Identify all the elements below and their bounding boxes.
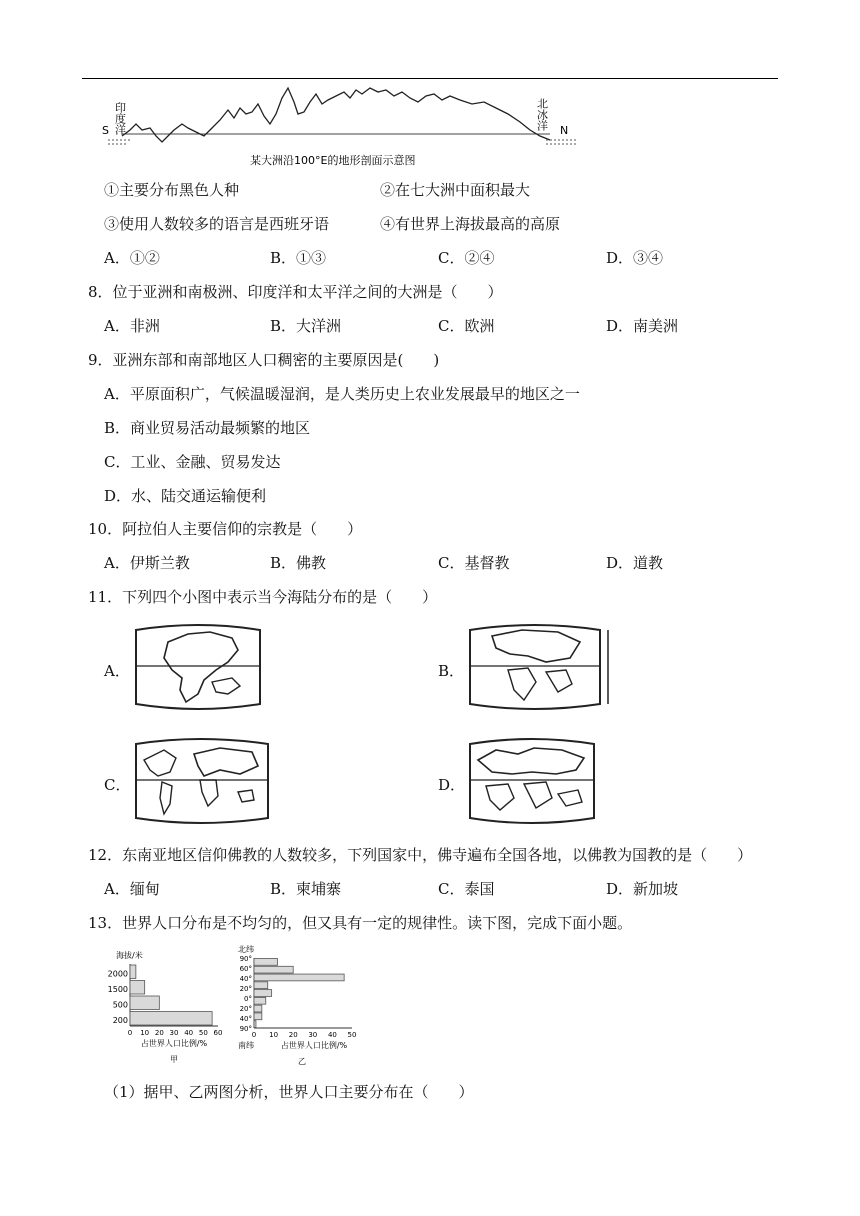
q11-option-c[interactable]: C．	[104, 776, 131, 794]
chart-jia-ytick: 2000	[107, 969, 128, 979]
chart-yi-latitude	[232, 942, 372, 1070]
q8-option-b[interactable]: B．大洋洲	[270, 317, 342, 335]
chart-jia-ytick: 1500	[107, 985, 128, 994]
chart-yi-ytick: 0°	[244, 995, 252, 1003]
chart-jia-ylabel: 海拔/米	[116, 951, 143, 960]
q7-option-c[interactable]: C．②④	[438, 249, 495, 267]
q11-map-b[interactable]	[462, 622, 612, 712]
chart-yi-ytick: 20°	[239, 1005, 252, 1013]
chart-jia-ytick: 500	[112, 1000, 128, 1010]
chart-yi-xtick: 20	[288, 1031, 298, 1039]
chart-yi-ytick: 60°	[239, 965, 252, 973]
chart-yi-bar	[254, 1005, 262, 1012]
q11-stem: 11．下列四个小图中表示当今海陆分布的是（ ）	[88, 588, 438, 606]
chart-yi-bar	[254, 997, 266, 1004]
q9-option-c[interactable]: C．工业、金融、贸易发达	[104, 453, 281, 471]
q11-option-a[interactable]: A．	[104, 662, 130, 680]
header-rule	[82, 78, 778, 79]
chart-yi-bar	[254, 1013, 262, 1020]
q12-option-c[interactable]: C．泰国	[438, 880, 495, 898]
q7-option-d[interactable]: D．③④	[606, 249, 664, 267]
q8-option-c[interactable]: C．欧洲	[438, 317, 495, 335]
chart-yi-ytick: 20°	[239, 985, 252, 993]
chart-jia-xtick: 60	[213, 1029, 223, 1037]
q9-stem: 9．亚洲东部和南部地区人口稠密的主要原因是( )	[88, 351, 440, 369]
q12-stem: 12．东南亚地区信仰佛教的人数较多，下列国家中，佛寺遍布全国各地，以佛教为国教的是（ ）	[88, 846, 753, 864]
q9-option-b[interactable]: B．商业贸易活动最频繁的地区	[104, 419, 311, 437]
chart-yi-bar	[254, 959, 278, 966]
chart-jia-bar	[130, 996, 159, 1010]
chart-yi-xtick: 40	[327, 1031, 337, 1039]
chart-jia-xtick: 40	[184, 1029, 194, 1037]
q13-subquestion-1: （1）据甲、乙两图分析，世界人口主要分布在（ ）	[104, 1083, 474, 1101]
south-label: S	[102, 124, 109, 137]
chart-yi-ytick: 40°	[239, 1015, 252, 1023]
chart-jia-label: 甲	[170, 1055, 178, 1064]
chart-yi-ytick: 90°	[239, 955, 252, 963]
chart-yi-bar	[254, 982, 268, 989]
q11-map-d[interactable]	[462, 736, 602, 826]
q13-stem: 13．世界人口分布是不均匀的，但又具有一定的规律性。读下图，完成下面小题。	[88, 914, 633, 932]
chart-yi-bar	[254, 966, 293, 973]
q7-option-a[interactable]: A．①②	[104, 249, 160, 267]
q11-option-d[interactable]: D．	[438, 776, 466, 794]
chart-yi-ytick: 90°	[239, 1025, 252, 1033]
q12-option-d[interactable]: D．新加坡	[606, 880, 679, 898]
chart-jia-xtick: 10	[140, 1029, 150, 1037]
terrain-profile-figure	[100, 84, 580, 170]
chart-jia-bar	[130, 1012, 212, 1026]
chart-jia-ytick: 200	[112, 1016, 128, 1025]
chart-yi-xtick: 30	[308, 1031, 318, 1039]
chart-yi-xtick: 10	[269, 1031, 279, 1039]
q10-stem: 10．阿拉伯人主要信仰的宗教是（ ）	[88, 520, 363, 538]
profile-caption: 某大洲沿100°E的地形剖面示意图	[250, 154, 416, 167]
q8-stem: 8．位于亚洲和南极洲、印度洋和太平洋之间的大洲是（ ）	[88, 283, 503, 301]
chart-yi-ytick: 40°	[239, 975, 252, 983]
q7-statement-4: ④有世界上海拔最高的高原	[380, 215, 561, 233]
q11-map-c[interactable]	[128, 736, 278, 826]
q10-option-b[interactable]: B．佛教	[270, 554, 327, 572]
chart-yi-label: 乙	[298, 1057, 306, 1066]
chart-jia-xtick: 20	[154, 1029, 164, 1037]
left-ocean-label: 印度洋	[113, 102, 127, 135]
chart-jia-bar	[130, 981, 145, 995]
q12-option-a[interactable]: A．缅甸	[104, 880, 160, 898]
q7-statement-2: ②在七大洲中面积最大	[380, 181, 531, 199]
q12-option-b[interactable]: B．柬埔寨	[270, 880, 342, 898]
chart-yi-xtick: 50	[347, 1031, 357, 1039]
chart-jia-bar	[130, 965, 136, 979]
q11-map-a[interactable]	[128, 622, 268, 712]
chart-jia-xlabel: 占世界人口比例/%	[140, 1039, 208, 1048]
q9-option-a[interactable]: A．平原面积广，气候温暖湿润，是人类历史上农业发展最早的地区之一	[104, 385, 580, 403]
q7-statement-1: ①主要分布黑色人种	[104, 181, 240, 199]
chart-yi-bottom-label: 南纬	[238, 1041, 254, 1050]
chart-jia-xtick: 30	[169, 1029, 179, 1037]
chart-yi-xtick: 0	[251, 1031, 257, 1039]
chart-jia-altitude	[104, 946, 234, 1070]
q10-option-c[interactable]: C．基督教	[438, 554, 510, 572]
q7-option-b[interactable]: B．①③	[270, 249, 327, 267]
chart-yi-bar	[254, 990, 272, 997]
q8-option-a[interactable]: A．非洲	[104, 317, 160, 335]
q10-option-a[interactable]: A．伊斯兰教	[104, 554, 190, 572]
right-ocean-label: 北冰洋	[535, 98, 549, 131]
chart-jia-xtick: 50	[198, 1029, 208, 1037]
chart-yi-bar	[254, 1021, 256, 1028]
q7-statement-3: ③使用人数较多的语言是西班牙语	[104, 215, 330, 233]
chart-yi-xlabel: 占世界人口比例/%	[280, 1041, 348, 1050]
q10-option-d[interactable]: D．道教	[606, 554, 664, 572]
chart-yi-bar	[254, 974, 344, 981]
q8-option-d[interactable]: D．南美洲	[606, 317, 679, 335]
chart-jia-xtick: 0	[127, 1029, 133, 1037]
chart-yi-ylabel: 北纬	[238, 945, 254, 954]
q9-option-d[interactable]: D．水、陆交通运输便利	[104, 487, 267, 505]
q11-option-b[interactable]: B．	[438, 662, 465, 680]
north-label: N	[560, 124, 569, 137]
